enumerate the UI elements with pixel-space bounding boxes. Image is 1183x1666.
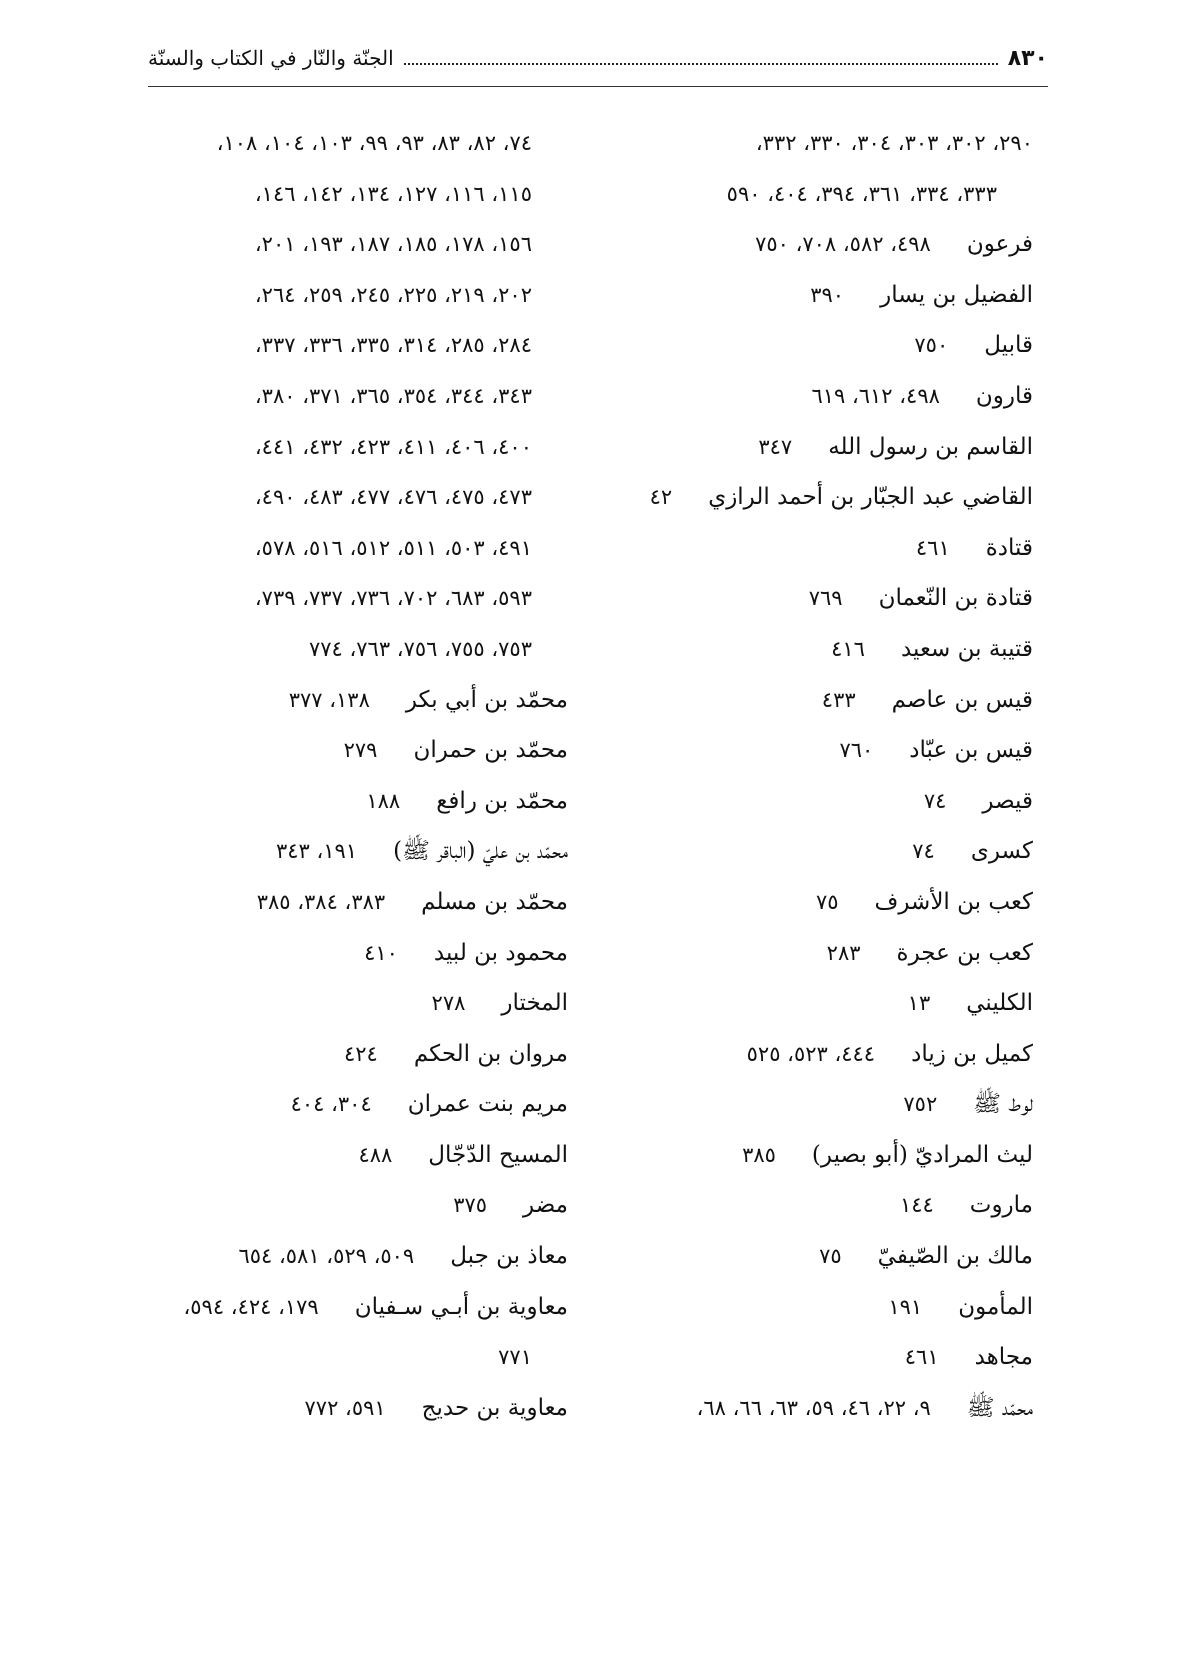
index-entry (603, 1231, 1033, 1282)
page-refs-continuation: ٤٠٠، ٤٠٦، ٤١١، ٤٢٣، ٤٣٢، ٤٤١، (254, 434, 532, 459)
index-entry (603, 320, 1033, 371)
entry-name: معاذ بن جبل (450, 1243, 568, 1270)
entry-page-refs: ٣٩٠ (810, 282, 845, 307)
entry-name: مروان بن الحكم (413, 1040, 568, 1067)
entry-page-refs: ٤٦١ (904, 1345, 939, 1370)
entry-name: محمّد بن مسلم (421, 888, 568, 915)
entry-name: محمّد بن حمران (413, 737, 568, 764)
entry-page-refs: ٤٩٨، ٦١٢، ٦١٩ (811, 383, 940, 408)
entry-page-refs: ٤٣٣ (821, 687, 856, 712)
entry-page-refs: ٥٠٩، ٥٢٩، ٥٨١، ٦٥٤ (238, 1244, 415, 1269)
entry-name: محمّد بن رافع (436, 787, 568, 814)
entry-name: فرعون (966, 231, 1033, 258)
index-entry (603, 978, 1033, 1029)
index-entry (98, 1231, 568, 1282)
entry-page-refs: ٣٠٤، ٤٠٤ (290, 1092, 372, 1117)
entry-page-refs: ١٣ (907, 991, 931, 1016)
entry-name: المسيح الدّجّال (428, 1141, 568, 1168)
index-column-right (603, 118, 1033, 1433)
entry-name: مجاهد (974, 1344, 1033, 1371)
entry-name: لوط ﷺ (973, 1091, 1033, 1118)
page-refs-continuation: ٢٠٢، ٢١٩، ٢٢٥، ٢٤٥، ٢٥٩، ٢٦٤، (254, 282, 532, 307)
entry-name: ليث المراديّ (أبو بصير) (811, 1141, 1033, 1168)
entry-page-refs: ١٤٤ (899, 1193, 934, 1218)
index-entry (98, 1383, 568, 1434)
entry-name: معاوية بن حديج (421, 1394, 568, 1421)
entry-page-refs: ٧٦٠ (839, 738, 874, 763)
entry-page-refs: ٧٤ (923, 788, 947, 813)
index-entry (603, 776, 1033, 827)
entry-name: مالك بن الصّيفيّ (877, 1243, 1033, 1270)
index-entry (98, 1079, 568, 1130)
entry-name: كميل بن زياد (911, 1040, 1033, 1067)
page-refs-continuation: ٧٧١ (498, 1345, 532, 1370)
header-leader-dots (404, 63, 998, 65)
entry-page-refs: ١٣٨، ٣٧٧ (288, 687, 370, 712)
entry-page-refs: ٤٨٨ (358, 1142, 393, 1167)
entry-name: مريم بنت عمران (407, 1091, 568, 1118)
running-title: الجنّة والنّار في الكتاب والسنّة (148, 46, 394, 70)
page-refs-continuation: ٢٩٠، ٣٠٢، ٣٠٣، ٣٠٤، ٣٣٠، ٣٣٢، (755, 131, 1033, 155)
page-refs-continuation: ١١٥، ١١٦، ١٢٧، ١٣٤، ١٤٢، ١٤٦، (254, 181, 532, 206)
entry-page-refs: ٧٥ (819, 1244, 842, 1269)
index-entry (603, 523, 1033, 574)
entry-page-refs: ٢٧٨ (431, 991, 466, 1016)
entry-name: مضر (523, 1192, 568, 1219)
entry-name: قابيل (984, 332, 1033, 359)
entry-name: قتيبة بن سعيد (900, 635, 1033, 662)
page-refs-continuation: ٣٤٣، ٣٤٤، ٣٥٤، ٣٦٥، ٣٧١، ٣٨٠، (254, 383, 532, 408)
index-entry (603, 1180, 1033, 1231)
entry-name: محمّد بن أبي بكر (405, 686, 568, 713)
entry-page-refs: ٥٩١، ٧٧٢ (304, 1395, 386, 1420)
index-entry (98, 1130, 568, 1181)
entry-name: القاضي عبد الجبّار بن أحمد الرازي (708, 484, 1033, 511)
entry-name: قيس بن عبّاد (909, 737, 1033, 764)
index-entry (603, 675, 1033, 726)
index-entry (603, 371, 1033, 422)
index-entry (603, 573, 1033, 624)
index-entry (98, 928, 568, 979)
entry-name: محمّد بن عليّ (الباقر ﷺ) (393, 838, 568, 865)
page-refs-continuation: ٤٧٣، ٤٧٥، ٤٧٦، ٤٧٧، ٤٨٣، ٤٩٠، (254, 485, 532, 510)
index-entry (603, 1383, 1033, 1434)
entry-page-refs: ٤٩٨، ٥٨٢، ٧٠٨، ٧٥٠ (755, 232, 931, 257)
header-rule (148, 86, 1048, 87)
entry-name: محمّد ﷺ (966, 1394, 1033, 1421)
entry-name: الكليني (966, 990, 1033, 1017)
page-refs-continuation: ٧٥٣، ٧٥٥، ٧٥٦، ٧٦٣، ٧٧٤ (308, 636, 532, 661)
index-entry (98, 675, 568, 726)
entry-page-refs: ٩، ٢٢، ٤٦، ٥٩، ٦٣، ٦٦، ٦٨، (696, 1395, 931, 1420)
page-refs-continuation: ٢٨٤، ٢٨٥، ٣١٤، ٣٣٥، ٣٣٦، ٣٣٧، (254, 333, 532, 358)
index-entry (98, 978, 568, 1029)
page-refs-continuation: ٧٤، ٨٢، ٨٣، ٩٣، ٩٩، ١٠٣، ١٠٤، ١٠٨، (216, 131, 532, 155)
entry-name: قيصر (982, 787, 1033, 814)
page-header (148, 38, 1048, 78)
entry-page-refs: ٤٦١ (915, 535, 950, 560)
page-refs-continuation: ٣٣٣، ٣٣٤، ٣٦١، ٣٩٤، ٤٠٤، ٥٩٠ (726, 181, 997, 206)
entry-page-refs: ١٧٩، ٤٢٤، ٥٩٤، (183, 1294, 319, 1319)
index-entry (98, 1282, 568, 1333)
entry-name: ماروت (969, 1192, 1033, 1219)
index-entry (603, 624, 1033, 675)
index-entry (603, 877, 1033, 928)
entry-page-refs: ٧٥ (815, 889, 839, 914)
index-entry (98, 826, 568, 877)
entry-page-refs: ١٩١ (888, 1294, 923, 1319)
entry-page-refs: ٣٧٥ (453, 1193, 488, 1218)
entry-page-refs: ٣٨٥ (742, 1142, 776, 1167)
index-entry (98, 725, 568, 776)
entry-page-refs: ٧٤ (912, 839, 935, 864)
entry-name: محمود بن لبيد (433, 939, 568, 966)
index-entry (603, 928, 1033, 979)
index-entry (603, 1029, 1033, 1080)
index-entry (98, 1180, 568, 1231)
entry-page-refs: ١٩١، ٣٤٣ (275, 839, 358, 864)
index-entry (603, 1130, 1033, 1181)
entry-page-refs: ٢٧٩ (343, 738, 378, 763)
entry-name: القاسم بن رسول الله (828, 433, 1033, 460)
entry-name: قيس بن عاصم (891, 686, 1033, 713)
index-entry (603, 422, 1033, 473)
index-entry (603, 472, 1033, 523)
index-column-left (98, 118, 568, 1433)
index-entry (603, 725, 1033, 776)
entry-name: المختار (501, 990, 568, 1017)
entry-name: قتادة بن النّعمان (878, 585, 1033, 612)
page-refs-continuation: ٥٩٣، ٦٨٣، ٧٠٢، ٧٣٦، ٧٣٧، ٧٣٩، (254, 586, 532, 611)
entry-page-refs: ٤١٦ (831, 636, 865, 661)
index-entry (603, 1332, 1033, 1383)
entry-page-refs: ٤٢٤ (343, 1041, 378, 1066)
entry-name: الفضيل بن يسار (880, 281, 1033, 308)
index-entry (98, 776, 568, 827)
entry-page-refs: ٣٨٣، ٣٨٤، ٣٨٥ (256, 889, 386, 914)
entry-name: كعب بن عجرة (896, 939, 1033, 966)
index-entry (603, 270, 1033, 321)
entry-name: قارون (975, 382, 1033, 409)
entry-name: كسرى (970, 838, 1033, 865)
index-entry (603, 1079, 1033, 1130)
entry-page-refs: ٤١٠ (364, 940, 398, 965)
entry-page-refs: ١٨٨ (366, 788, 401, 813)
entry-page-refs: ٧٥٢ (903, 1092, 938, 1117)
page-number: ٨٣٠ (1007, 45, 1048, 71)
index-entry (98, 1029, 568, 1080)
entry-page-refs: ٧٦٩ (808, 586, 843, 611)
entry-page-refs: ٤٢ (649, 485, 673, 510)
entry-name: كعب بن الأشرف (874, 888, 1033, 915)
entry-page-refs: ٢٨٣ (826, 940, 861, 965)
entry-name: قتادة (985, 534, 1033, 561)
page-refs-continuation: ٤٩١، ٥٠٣، ٥١١، ٥١٢، ٥١٦، ٥٧٨، (254, 535, 532, 560)
entry-page-refs: ٣٤٧ (758, 434, 793, 459)
entry-page-refs: ٧٥٠ (914, 333, 949, 358)
entry-page-refs: ٤٤٤، ٥٢٣، ٥٢٥ (746, 1041, 876, 1066)
entry-name: المأمون (958, 1293, 1033, 1320)
index-entry (603, 826, 1033, 877)
index-entry (98, 877, 568, 928)
page-refs-continuation: ١٥٦، ١٧٨، ١٨٥، ١٨٧، ١٩٣، ٢٠١، (254, 232, 532, 257)
index-entry (603, 219, 1033, 270)
index-entry (603, 1282, 1033, 1333)
entry-name: معاوية بن أبـي سـفيان (354, 1293, 568, 1320)
